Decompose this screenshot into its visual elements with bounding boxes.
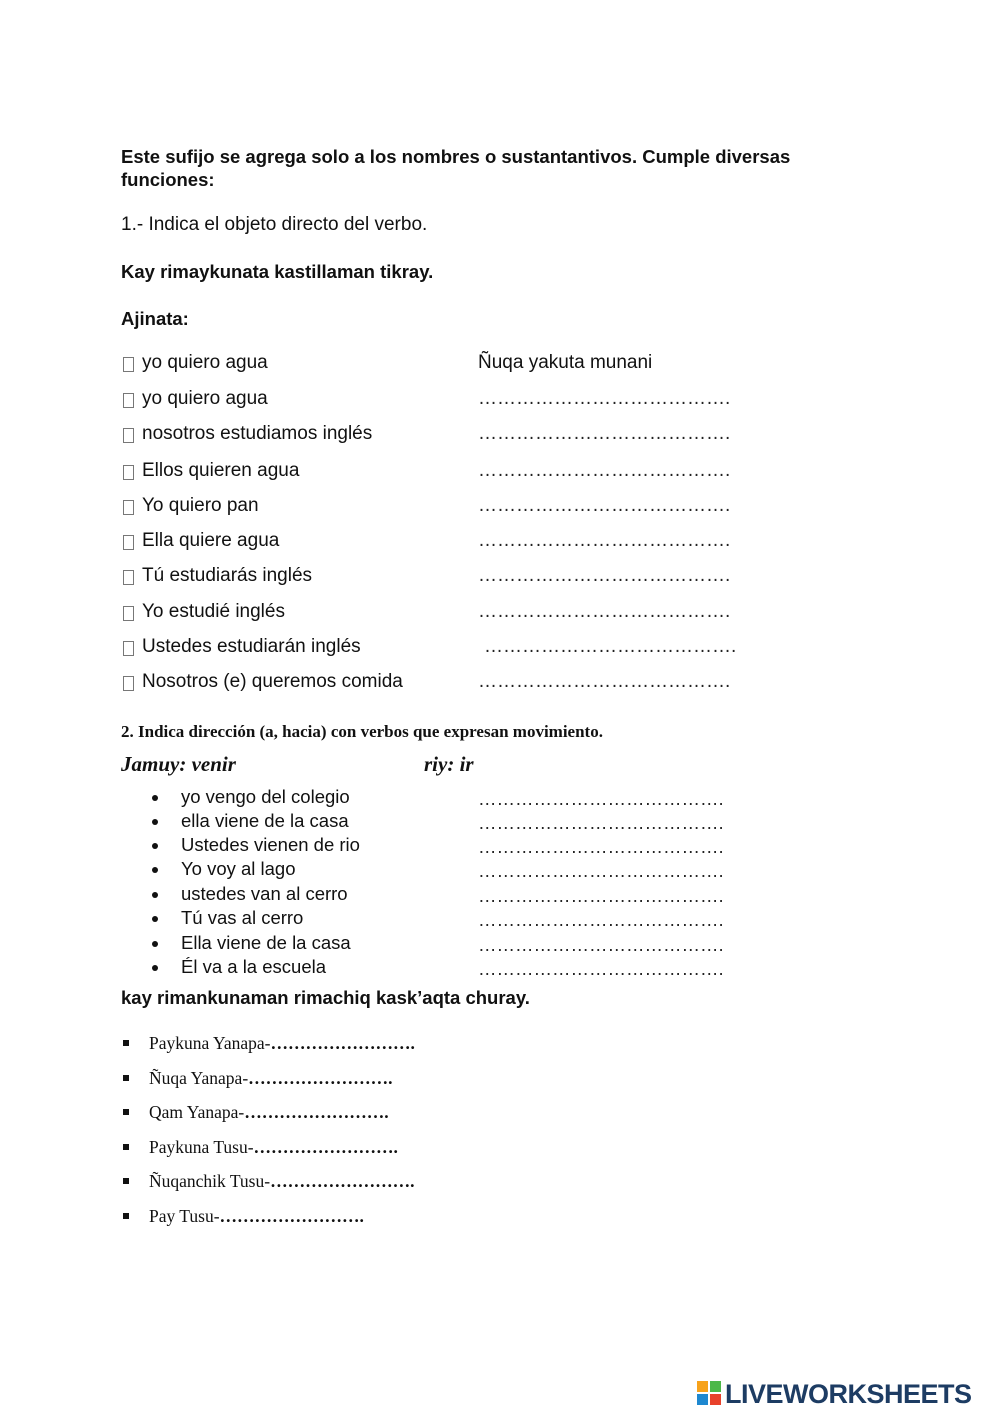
checkbox-icon[interactable] [123,357,134,372]
answer-blank[interactable]: …………………………………. [478,565,731,586]
movement-row [121,786,821,810]
spanish-phrase: Él va a la escuela [181,956,327,977]
answer-blank[interactable]: …………………………………. [478,671,731,692]
suffix-blank[interactable]: ……………………. [248,1068,393,1088]
suffix-blank[interactable]: ……………………. [253,1137,398,1157]
answer-blank[interactable]: …………………………………. [478,885,724,906]
spanish-phrase: nosotros estudiamos inglés [142,423,373,444]
suffix-blank[interactable]: ……………………. [270,1033,415,1053]
point-2: 2. Indica dirección (a, hacia) con verbos que expresan movimiento. [121,722,603,741]
point-1: 1.- Indica el objeto directo del verbo. [121,214,428,235]
spanish-phrase: Tú estudiarás inglés [142,565,313,586]
answer-blank[interactable]: …………………………………. [478,530,731,551]
stem-word: Paykuna Yanapa- [149,1033,271,1053]
bullet-icon [152,843,158,849]
fill-item [149,1102,389,1123]
answer-blank[interactable]: …………………………………. [484,636,737,657]
fill-item [149,1171,414,1192]
spanish-phrase: yo vengo del colegio [181,786,350,807]
translation-row [121,530,821,556]
stem-word: Ñuqa Yanapa- [149,1068,249,1088]
verb-riy: riy: ir [424,752,474,776]
spanish-phrase: Ella viene de la casa [181,932,351,953]
spanish-phrase: Nosotros (e) queremos comida [142,671,403,692]
square-bullet-icon [123,1109,129,1115]
answer-blank[interactable]: …………………………………. [478,860,724,881]
bullet-icon [152,941,158,947]
spanish-phrase: Ella quiere agua [142,530,280,551]
answer-blank[interactable]: …………………………………. [478,388,731,409]
answer-blank[interactable]: …………………………………. [478,495,731,516]
square-bullet-icon [123,1213,129,1219]
translation-row [121,423,821,449]
bullet-icon [152,965,158,971]
checkbox-icon[interactable] [123,606,134,621]
movement-row [121,907,821,931]
spanish-phrase: ella viene de la casa [181,810,349,831]
checkbox-icon[interactable] [123,465,134,480]
example-answer: Ñuqa yakuta munani [478,352,653,373]
answer-blank[interactable]: …………………………………. [478,934,724,955]
suffix-blank[interactable]: ……………………. [219,1206,364,1226]
bullet-icon [152,867,158,873]
bullet-icon [152,795,158,801]
spanish-phrase: Yo estudié inglés [142,601,285,622]
answer-blank[interactable]: …………………………………. [478,460,731,481]
logo-tile [697,1381,708,1392]
spanish-phrase: yo quiero agua [142,352,268,373]
translation-row [121,495,821,521]
translation-row [121,352,821,378]
stem-word: Paykuna Tusu- [149,1137,254,1157]
translation-row [121,388,821,414]
instruction-2: kay rimankunaman rimachiq kask’aqta churay. [121,987,530,1008]
answer-blank[interactable]: …………………………………. [478,836,724,857]
movement-row [121,883,821,907]
logo-tile [710,1394,721,1405]
translation-row [121,636,821,662]
answer-blank[interactable]: …………………………………. [478,423,731,444]
translation-row [121,671,821,697]
intro-text: Este sufijo se agrega solo a los nombres o sustantantivos. Cumple diversas funciones: [121,146,791,190]
movement-row [121,956,821,980]
translation-row [121,565,821,591]
spanish-phrase: Tú vas al cerro [181,907,304,928]
spanish-phrase: Yo quiero pan [142,495,259,516]
movement-row [121,810,821,834]
fill-item [149,1033,415,1054]
translation-row [121,460,821,486]
checkbox-icon[interactable] [123,500,134,515]
movement-row [121,834,821,858]
spanish-phrase: ustedes van al cerro [181,883,348,904]
example-label: Ajinata: [121,308,189,329]
bullet-icon [152,916,158,922]
checkbox-icon[interactable] [123,428,134,443]
fill-item [149,1068,393,1089]
spanish-phrase: Yo voy al lago [181,858,296,879]
checkbox-icon[interactable] [123,535,134,550]
spanish-phrase: Ustedes estudiarán inglés [142,636,361,657]
movement-row [121,858,821,882]
movement-row [121,932,821,956]
answer-blank[interactable]: …………………………………. [478,788,724,809]
checkbox-icon[interactable] [123,676,134,691]
checkbox-icon[interactable] [123,570,134,585]
fill-item [149,1137,398,1158]
stem-word: Qam Yanapa- [149,1102,245,1122]
verb-jamuy: Jamuy: venir [121,752,236,776]
answer-blank[interactable]: …………………………………. [478,601,731,622]
stem-word: Ñuqanchik Tusu- [149,1171,271,1191]
spanish-phrase: yo quiero agua [142,388,268,409]
bullet-icon [152,819,158,825]
liveworksheets-logo-icon [697,1381,721,1405]
instruction-1: Kay rimaykunata kastillaman tikray. [121,261,434,282]
stem-word: Pay Tusu- [149,1206,220,1226]
brand-name: LIVEWORKSHEETS [725,1379,972,1409]
logo-tile [710,1381,721,1392]
spanish-phrase: Ustedes vienen de rio [181,834,360,855]
bullet-icon [152,892,158,898]
answer-blank[interactable]: …………………………………. [478,958,724,979]
spanish-phrase: Ellos quieren agua [142,460,300,481]
checkbox-icon[interactable] [123,641,134,656]
square-bullet-icon [123,1144,129,1150]
square-bullet-icon [123,1178,129,1184]
square-bullet-icon [123,1075,129,1081]
translation-row [121,601,821,627]
logo-tile [697,1394,708,1405]
square-bullet-icon [123,1040,129,1046]
fill-item [149,1206,364,1227]
suffix-blank[interactable]: ……………………. [270,1171,415,1191]
answer-blank[interactable]: …………………………………. [478,812,724,833]
answer-blank[interactable]: …………………………………. [478,909,724,930]
checkbox-icon[interactable] [123,393,134,408]
suffix-blank[interactable]: ……………………. [244,1102,389,1122]
